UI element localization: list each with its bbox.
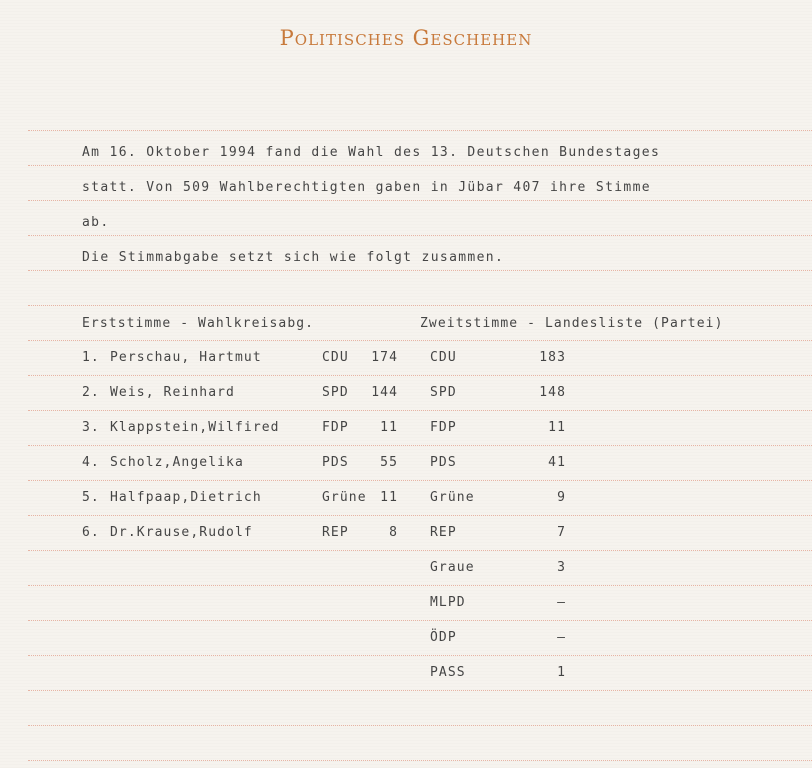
ruled-line [28, 235, 812, 236]
ruled-line [28, 620, 812, 621]
ruled-line [28, 375, 812, 376]
candidate-votes: 8 [389, 525, 398, 540]
list-party: Grüne [430, 490, 475, 505]
ruled-line [28, 690, 812, 691]
list-party: Graue [430, 560, 475, 575]
list-votes: 41 [548, 455, 566, 470]
paragraph-line-2: statt. Von 509 Wahlberechtigten gaben in Jübar 407 ihre Stimme [82, 180, 651, 195]
candidate-name: Dr.Krause,Rudolf [110, 525, 253, 540]
candidate-party: Grüne [322, 490, 367, 505]
candidate-party: REP [322, 525, 349, 540]
ruled-line [28, 130, 812, 131]
ruled-line [28, 340, 812, 341]
candidate-number: 3. [82, 420, 100, 435]
page-title: Politisches Geschehen [279, 26, 533, 50]
ruled-line [28, 270, 812, 271]
ruled-line [28, 305, 812, 306]
list-votes: 1 [557, 665, 566, 680]
ruled-line [28, 760, 812, 761]
list-party: CDU [430, 350, 457, 365]
list-votes: 7 [557, 525, 566, 540]
list-votes: 11 [548, 420, 566, 435]
list-party: PASS [430, 665, 466, 680]
header-erststimme: Erststimme - Wahlkreisabg. [82, 316, 315, 331]
candidate-name: Perschau, Hartmut [110, 350, 262, 365]
list-party: ÖDP [430, 630, 457, 645]
ruled-line [28, 655, 812, 656]
list-party: REP [430, 525, 457, 540]
list-party: PDS [430, 455, 457, 470]
candidate-party: FDP [322, 420, 349, 435]
candidate-number: 1. [82, 350, 100, 365]
paragraph-line-3: ab. [82, 215, 110, 230]
candidate-number: 4. [82, 455, 100, 470]
candidate-party: SPD [322, 385, 349, 400]
list-votes: – [557, 630, 566, 645]
list-votes: – [557, 595, 566, 610]
ruled-line [28, 725, 812, 726]
header-zweitstimme: Zweitstimme - Landesliste (Partei) [420, 316, 724, 331]
list-party: FDP [430, 420, 457, 435]
list-votes: 9 [557, 490, 566, 505]
candidate-name: Halfpaap,Dietrich [110, 490, 262, 505]
candidate-votes: 11 [380, 420, 398, 435]
candidate-party: CDU [322, 350, 349, 365]
ruled-line [28, 200, 812, 201]
paragraph-line-4: Die Stimmabgabe setzt sich wie folgt zusammen. [82, 250, 505, 265]
list-votes: 183 [539, 350, 566, 365]
candidate-number: 2. [82, 385, 100, 400]
candidate-name: Scholz,Angelika [110, 455, 244, 470]
list-party: SPD [430, 385, 457, 400]
paragraph-line-1: Am 16. Oktober 1994 fand die Wahl des 13. Deutschen Bundestages [82, 145, 661, 160]
ruled-line [28, 410, 812, 411]
ruled-line [28, 480, 812, 481]
ruled-line [28, 585, 812, 586]
candidate-votes: 144 [371, 385, 398, 400]
ruled-line [28, 445, 812, 446]
candidate-name: Weis, Reinhard [110, 385, 235, 400]
ruled-line [28, 550, 812, 551]
candidate-number: 6. [82, 525, 100, 540]
list-party: MLPD [430, 595, 466, 610]
ruled-line [28, 165, 812, 166]
candidate-party: PDS [322, 455, 349, 470]
list-votes: 3 [557, 560, 566, 575]
candidate-votes: 55 [380, 455, 398, 470]
ruled-line [28, 515, 812, 516]
candidate-votes: 174 [371, 350, 398, 365]
list-votes: 148 [539, 385, 566, 400]
candidate-number: 5. [82, 490, 100, 505]
candidate-name: Klappstein,Wilfired [110, 420, 280, 435]
candidate-votes: 11 [380, 490, 398, 505]
